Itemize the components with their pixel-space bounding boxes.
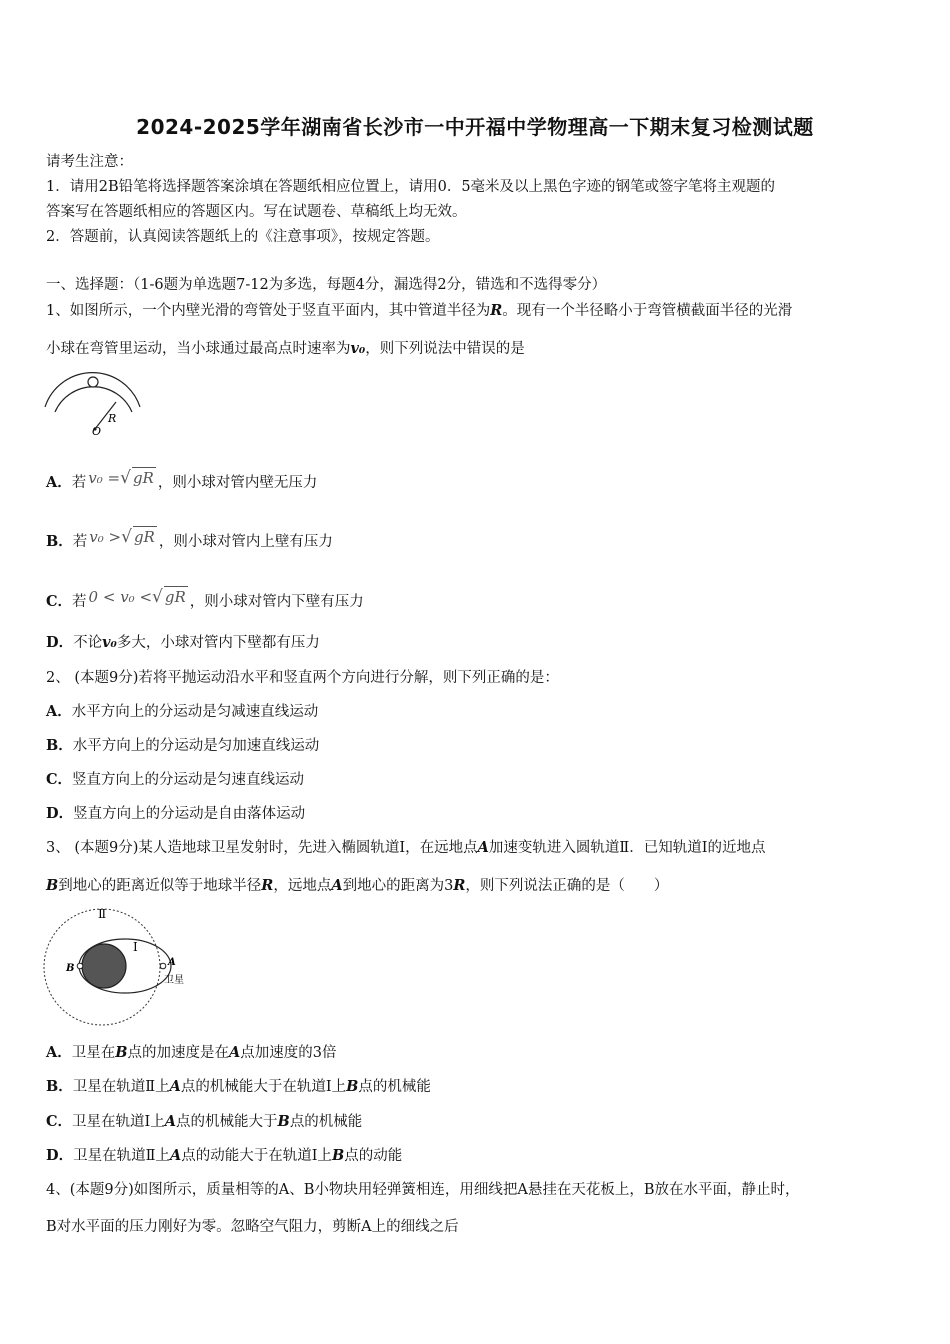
q4-stem-line-1: 4、(本题9分)如图所示，质量相等的A、B小物块用轻弹簧相连，用细线把A悬挂在天花板上，B放在水平面，静止时， [46, 1182, 800, 1198]
point-a-label: A [168, 957, 176, 968]
section-header: 一、选择题：（1-6题为单选题7-12为多选，每题4分，漏选得2分，错选和不选得零分） [46, 277, 607, 293]
orbit-2-label: Ⅱ [98, 907, 107, 921]
q3-stem-line-1: 3、 (本题9分)某人造地球卫星发射时，先进入椭圆轨道Ⅰ，在远地点A加速变轨进入圆轨道Ⅱ．已知轨道Ⅰ的近地点 [46, 839, 766, 856]
q2-option-c: C．竖直方向上的分运动是匀速直线运动 [46, 771, 305, 788]
q1-stem-line-2: 小球在弯管里运动，当小球通过最高点时速率为v₀，则下列说法中错误的是 [46, 340, 525, 357]
notice-item-1-cont: 答案写在答题纸相应的答题区内。写在试题卷、草稿纸上均无效。 [46, 204, 467, 220]
center-label: O [92, 425, 102, 438]
point-b-label: B [66, 963, 75, 974]
q1-option-c: C．若 0 < v₀ <√ gR ，则小球对管内下壁有压力 [46, 587, 364, 610]
q3-option-a: A．卫星在B点的加速度是在A点加速度的3倍 [46, 1044, 337, 1061]
q1-bent-tube-figure [40, 372, 150, 442]
q3-stem-line-2: B到地心的距离近似等于地球半径R，远地点A到地心的距离为3R，则下列说法正确的是（ ） [46, 877, 669, 894]
q3-option-d: D．卫星在轨道Ⅱ上A点的动能大于在轨道Ⅰ上B点的动能 [46, 1147, 403, 1164]
q3-orbit-figure [40, 905, 200, 1030]
radius-label: R [108, 412, 117, 425]
q1-option-d: D．不论v₀多大，小球对管内下壁都有压力 [46, 634, 320, 651]
point-a-marker [160, 963, 166, 969]
page-title: 2024-2025学年湖南省长沙市一中开福中学物理高一下期末复习检测试题 [136, 115, 814, 139]
notice-item-2: 2．答题前，认真阅读答题纸上的《注意事项》，按规定答题。 [46, 229, 440, 245]
notice-heading: 请考生注意： [46, 154, 133, 170]
q1-stem-line-1: 1、如图所示，一个内壁光滑的弯管处于竖直平面内，其中管道半径为R。现有一个半径略小于弯管横截面半径的光滑 [46, 302, 793, 319]
point-b-marker [77, 963, 83, 969]
q2-option-b: B．水平方向上的分运动是匀加速直线运动 [46, 737, 320, 754]
q3-option-c: C．卫星在轨道Ⅰ上A点的机械能大于B点的机械能 [46, 1113, 363, 1130]
q2-option-d: D．竖直方向上的分运动是自由落体运动 [46, 805, 306, 822]
earth [82, 944, 126, 988]
ball [88, 377, 98, 387]
q3-option-b: B．卫星在轨道Ⅱ上A点的机械能大于在轨道Ⅰ上B点的机械能 [46, 1078, 431, 1095]
q1-option-a: A．若 v₀ =√ gR ，则小球对管内壁无压力 [46, 468, 318, 491]
q2-option-a: A．水平方向上的分运动是匀减速直线运动 [46, 703, 319, 720]
q2-stem: 2、 (本题9分)若将平抛运动沿水平和竖直两个方向进行分解，则下列正确的是： [46, 670, 559, 686]
notice-item-1: 1．请用2B铅笔将选择题答案涂填在答题纸相应位置上，请用0．5毫米及以上黑色字迹的钢笔或签字笔将主观题的 [46, 179, 776, 195]
satellite-label: 卫星 [164, 975, 184, 986]
tube-inner-wall [55, 387, 132, 412]
q1-option-b: B．若 v₀ >√ gR ，则小球对管内上壁有压力 [46, 527, 333, 550]
q4-stem-line-2: B对水平面的压力刚好为零。忽略空气阻力，剪断A上的细线之后 [46, 1219, 459, 1235]
orbit-1-label: Ⅰ [133, 940, 138, 954]
